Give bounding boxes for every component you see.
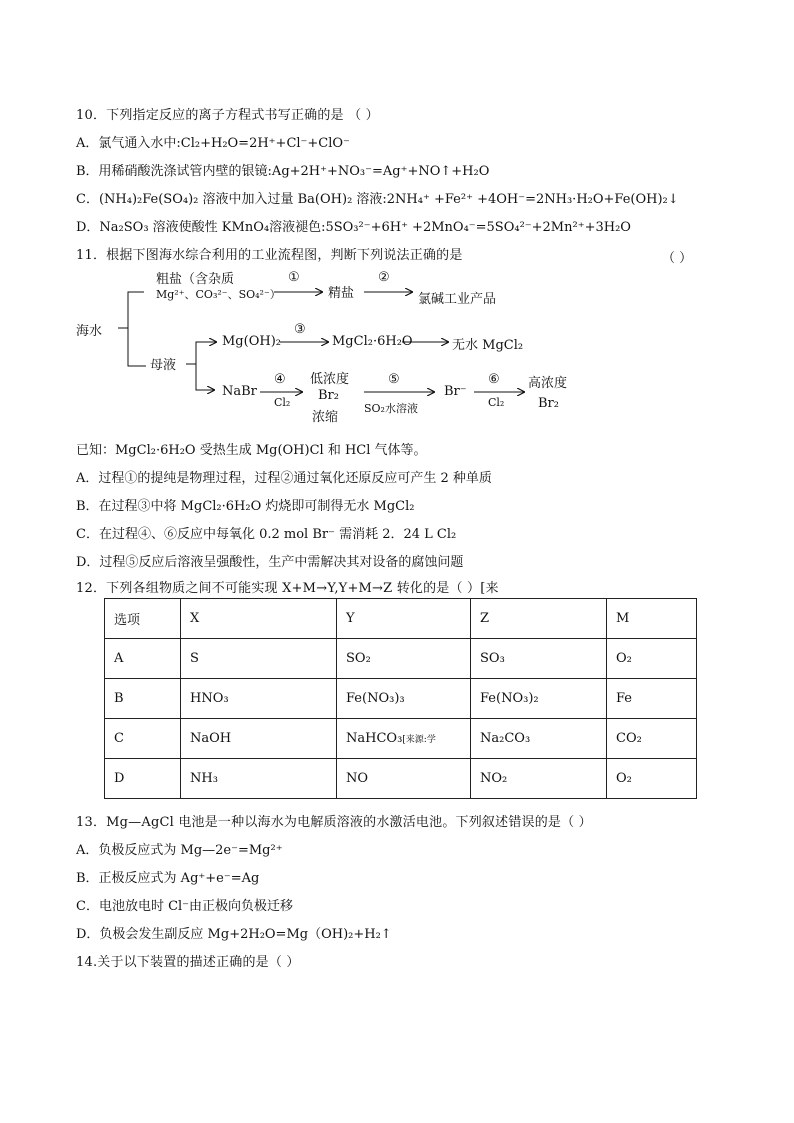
node-low-conc-br2: Br₂ [318,388,339,403]
seawater-flow-diagram [76,262,726,432]
q13-option-d: D．负极会发生副反应 Mg+2H₂O=Mg（OH)₂+H₂↑ [76,927,392,942]
label-step5-reagent: SO₂水溶液 [364,402,418,415]
table-cell: NO₂ [471,759,607,799]
q10-option-a: A．氯气通入水中:Cl₂+H₂O=2H⁺+Cl⁻+ClO⁻ [76,136,350,151]
node-crude-salt: 粗盐（含杂质 [156,272,235,287]
q13-option-c: C．电池放电时 Cl⁻由正极向负极迁移 [76,899,294,914]
table-cell: O₂ [607,639,697,679]
label-step3: ③ [294,322,306,337]
table-header-cell: X [181,599,337,639]
label-step6-reagent: Cl₂ [488,396,505,409]
table-header-cell: 选项 [105,599,181,639]
label-step6: ⑥ [488,372,500,387]
table-cell: Fe [607,679,697,719]
q12-stem: 12．下列各组物质之间不可能实现 X+M→Y,Y+M→Z 转化的是（ ）[来 [76,581,499,596]
table-header-cell: M [607,599,697,639]
table-row [105,759,697,799]
label-step4-reagent: Cl₂ [274,396,291,409]
table-cell: NaOH [181,719,337,759]
q14-stem: 14.关于以下装置的描述正确的是（ ） [76,955,300,970]
q13-option-b: B．正极反应式为 Ag⁺+e⁻=Ag [76,871,260,886]
table-cell: Na₂CO₃ [471,719,607,759]
node-mother-liquor: 母液 [150,358,177,373]
q12-table [104,598,697,799]
table-row [105,679,697,719]
mother-liquor-branch [186,342,214,390]
q11-answer-paren: （ ） [662,251,693,266]
node-seawater: 海水 [76,324,103,339]
table-cell [337,719,471,759]
q11-stem: 11．根据下图海水综合利用的工业流程图，判断下列说法正确的是 [76,248,463,263]
q10-stem: 10．下列指定反应的离子方程式书写正确的是 （ ） [76,108,379,123]
label-concentrate: 浓缩 [312,410,339,425]
table-cell: D [105,759,181,799]
q13-stem: 13．Mg—AgCl 电池是一种以海水为电解质溶液的水激活电池。下列叙述错误的是（ ） [76,815,592,830]
table-cell: Fe(NO₃)₂ [471,679,607,719]
node-crude-salt-ions: Mg²⁺、CO₃²⁻、SO₄²⁻） [156,288,281,301]
q13-option-a: A．负极反应式为 Mg—2e⁻=Mg²⁺ [76,843,283,858]
node-high-conc: 高浓度 [528,376,568,391]
table-cell-text: NaHCO₃ [346,731,403,746]
q10-option-d: D．Na₂SO₃ 溶液使酸性 KMnO₄溶液褪色:5SO₃²⁻+6H⁺ +2MnO₄⁻=5SO₄²⁻+2Mn²⁺+3H₂O [76,220,631,235]
node-anhydrous-mgcl2: 无水 MgCl₂ [452,338,524,353]
table-cell: CO₂ [607,719,697,759]
branch-line-mother-liquor [128,328,146,366]
table-cell: O₂ [607,759,697,799]
table-header-row [105,599,697,639]
table-cell: SO₃ [471,639,607,679]
q11-option-a: A．过程①的提纯是物理过程，过程②通过氧化还原反应可产生 2 种单质 [76,471,492,486]
table-cell: A [105,639,181,679]
node-refined-salt: 精盐 [328,286,355,301]
table-cell: NO [337,759,471,799]
q11-option-d: D．过程⑤反应后溶液呈强酸性，生产中需解决其对设备的腐蚀问题 [76,555,464,570]
node-br-ion: Br⁻ [444,384,467,399]
table-cell: NH₃ [181,759,337,799]
table-cell: S [181,639,337,679]
table-cell: HNO₃ [181,679,337,719]
table-cell: C [105,719,181,759]
q10-option-c: C．(NH₄)₂Fe(SO₄)₂ 溶液中加入过量 Ba(OH)₂ 溶液:2NH₄⁺ +Fe²⁺ +4OH⁻=2NH₃·H₂O+Fe(OH)₂↓ [76,192,679,207]
table-row [105,719,697,759]
table-header-cell: Y [337,599,471,639]
label-step2: ② [378,270,390,285]
q10-option-b: B．用稀硝酸洗涤试管内壁的银镜:Ag+2H⁺+NO₃⁻=Ag⁺+NO↑+H₂O [76,164,490,179]
node-mgoh2: Mg(OH)₂ [222,334,281,349]
label-step1: ① [288,270,300,285]
label-step4: ④ [274,372,286,387]
label-step5: ⑤ [388,372,400,387]
watermark-text: [来源:学 [402,735,436,745]
branch-line-crude-salt [118,292,144,328]
node-chlor-alkali: 氯碱工业产品 [418,292,497,307]
table-cell: B [105,679,181,719]
node-nabr: NaBr [222,384,257,399]
q11-option-c: C．在过程④、⑥反应中每氧化 0.2 mol Br⁻ 需消耗 2．24 L Cl₂ [76,527,457,542]
q11-known: 已知：MgCl₂·6H₂O 受热生成 Mg(OH)Cl 和 HCl 气体等。 [76,443,427,458]
table-row [105,639,697,679]
q11-option-b: B．在过程③中将 MgCl₂·6H₂O 灼烧即可制得无水 MgCl₂ [76,499,415,514]
node-low-conc: 低浓度 [310,372,350,387]
table-cell: SO₂ [337,639,471,679]
node-high-conc-br2: Br₂ [538,396,559,411]
node-mgcl2-hydrate: MgCl₂·6H₂O [332,334,413,349]
table-header-cell: Z [471,599,607,639]
table-cell: Fe(NO₃)₃ [337,679,471,719]
